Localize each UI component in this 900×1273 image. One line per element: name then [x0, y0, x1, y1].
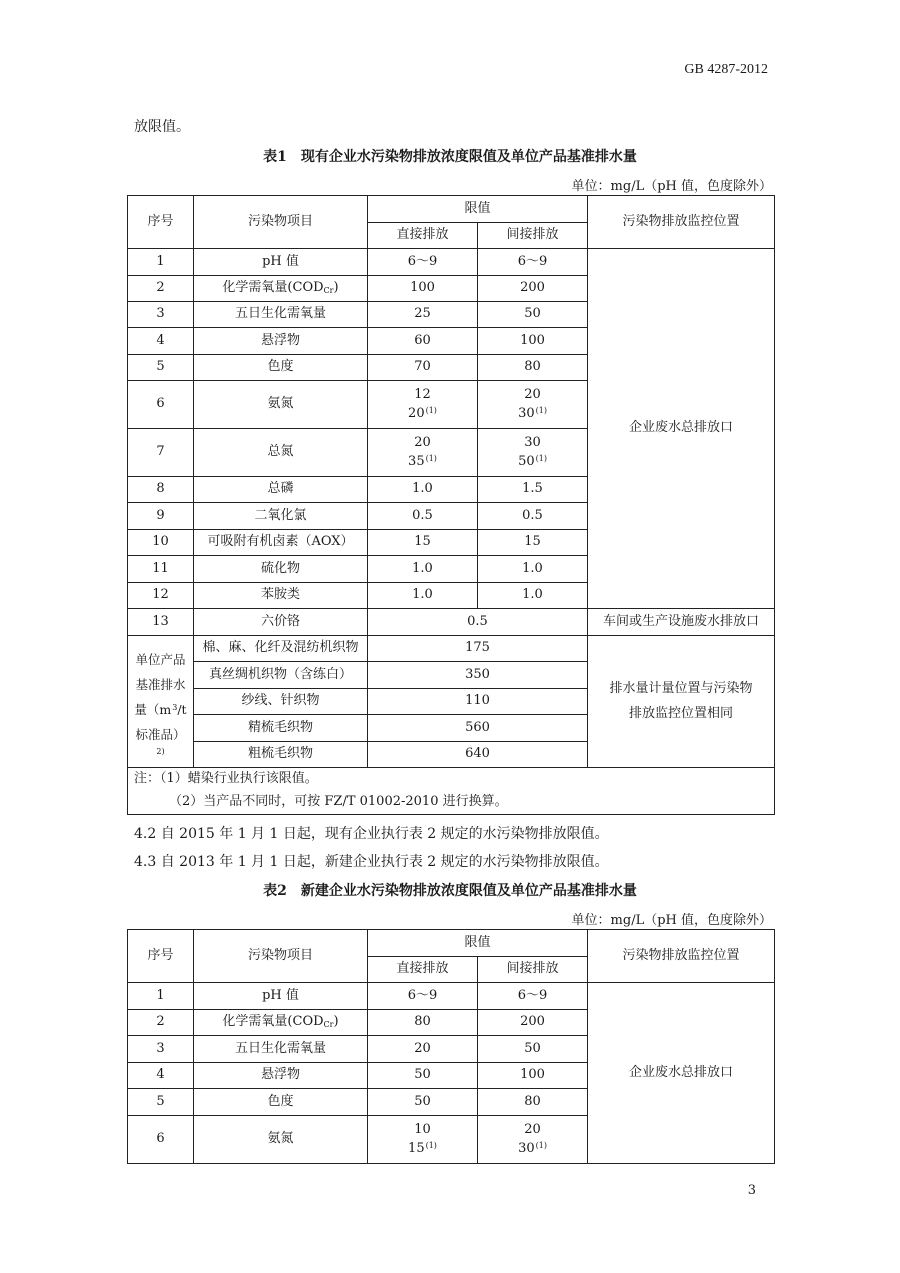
label-line: 单位产品 — [135, 651, 186, 667]
row-item — [194, 1010, 368, 1036]
row-indirect — [478, 1116, 588, 1164]
page-number: 3 — [747, 1183, 756, 1198]
item-main: 化学需氧量(COD — [222, 280, 324, 296]
row-no: 7 — [128, 429, 194, 477]
value-line: 50 — [518, 453, 535, 469]
col-header-item: 污染物项目 — [194, 196, 368, 249]
unit-value: 350 — [368, 662, 588, 689]
row-no: 3 — [128, 1036, 194, 1063]
col-header-indirect: 间接排放 — [478, 957, 588, 983]
row-item: 色度 — [194, 355, 368, 381]
value-line: 12 — [414, 387, 431, 403]
location-general: 企业废水总排放口 — [588, 249, 775, 609]
row-indirect — [478, 429, 588, 477]
row-no: 5 — [128, 355, 194, 381]
row-item: 总磷 — [194, 477, 368, 503]
row-item — [194, 276, 368, 302]
value-line: 20 — [524, 387, 541, 403]
row-indirect: 15 — [478, 530, 588, 556]
row-item: 硫化物 — [194, 556, 368, 583]
col-header-direct: 直接排放 — [368, 223, 478, 249]
footnote-mark: (1) — [535, 453, 547, 463]
unit-value: 110 — [368, 689, 588, 715]
row-direct: 80 — [368, 1010, 478, 1036]
footnote-mark: (1) — [425, 1140, 437, 1150]
unit-value: 175 — [368, 636, 588, 662]
unit-drainage-label — [128, 636, 194, 768]
unit-item: 纱线、针织物 — [194, 689, 368, 715]
row-item: 五日生化需氧量 — [194, 302, 368, 328]
row-item: pH 值 — [194, 249, 368, 276]
row-no: 1 — [128, 249, 194, 276]
paragraph-4-3: 4.3 自 2013 年 1 月 1 日起，新建企业执行表 2 规定的水污染物排放限值。 — [134, 854, 609, 870]
row-item: 色度 — [194, 1089, 368, 1116]
value-line: 15 — [408, 1140, 425, 1156]
table2 — [127, 929, 775, 1164]
row-indirect: 200 — [478, 276, 588, 302]
row-item: 氨氮 — [194, 381, 368, 429]
col-header-location: 污染物排放监控位置 — [588, 930, 775, 983]
footnote-mark: (1) — [535, 405, 547, 415]
location-workshop: 车间或生产设施废水排放口 — [588, 609, 775, 636]
row-direct: 20 — [368, 1036, 478, 1063]
row-value: 0.5 — [368, 609, 588, 636]
note-line: 注：（1）蜡染行业执行该限值。 — [134, 771, 318, 787]
label-line: 量（m — [134, 701, 172, 717]
row-direct: 0.5 — [368, 503, 478, 530]
row-no: 4 — [128, 1063, 194, 1089]
row-indirect: 0.5 — [478, 503, 588, 530]
unit-item: 棉、麻、化纤及混纺机织物 — [194, 636, 368, 662]
item-end: ) — [333, 280, 339, 296]
value-line: 20 — [414, 435, 431, 451]
row-indirect: 80 — [478, 355, 588, 381]
footnote-mark: (1) — [425, 405, 437, 415]
label-footnote: 2) — [156, 746, 165, 756]
col-header-limit: 限值 — [368, 930, 588, 957]
row-direct: 60 — [368, 328, 478, 355]
table-row — [128, 983, 775, 1010]
paragraph-4-2: 4.2 自 2015 年 1 月 1 日起，现有企业执行表 2 规定的水污染物排放限值。 — [134, 826, 609, 842]
row-direct: 50 — [368, 1089, 478, 1116]
location-general: 企业废水总排放口 — [588, 983, 775, 1164]
table1-unit-note: 单位：mg/L（pH 值，色度除外） — [571, 179, 772, 194]
col-header-indirect: 间接排放 — [478, 223, 588, 249]
row-direct: 100 — [368, 276, 478, 302]
col-header-item: 污染物项目 — [194, 930, 368, 983]
row-item: 氨氮 — [194, 1116, 368, 1164]
row-no: 8 — [128, 477, 194, 503]
row-no: 12 — [128, 583, 194, 609]
row-direct: 15 — [368, 530, 478, 556]
note-line: （2）当产品不同时，可按 FZ/T 01002-2010 进行换算。 — [169, 794, 508, 809]
location-unit: 排水量计量位置与污染物排放监控位置相同 — [588, 636, 775, 768]
row-direct: 50 — [368, 1063, 478, 1089]
row-indirect: 200 — [478, 1010, 588, 1036]
row-indirect — [478, 381, 588, 429]
item-sub: Cr — [323, 286, 334, 296]
row-indirect: 6～9 — [478, 983, 588, 1010]
row-no: 11 — [128, 556, 194, 583]
intro-line: 放限值。 — [134, 119, 190, 135]
col-header-direct: 直接排放 — [368, 957, 478, 983]
row-no: 5 — [128, 1089, 194, 1116]
row-direct: 6～9 — [368, 983, 478, 1010]
row-item: 五日生化需氧量 — [194, 1036, 368, 1063]
label-line: 基准排水 — [135, 676, 186, 692]
row-item: 可吸附有机卤素（AOX） — [194, 530, 368, 556]
table-row — [128, 636, 775, 662]
row-indirect: 1.5 — [478, 477, 588, 503]
table-row — [128, 609, 775, 636]
document-id: GB 4287-2012 — [684, 62, 768, 77]
label-line: /t — [177, 701, 187, 717]
row-no: 2 — [128, 276, 194, 302]
row-no: 2 — [128, 1010, 194, 1036]
row-no: 1 — [128, 983, 194, 1010]
item-main: 化学需氧量(COD — [222, 1014, 324, 1030]
row-item: 总氮 — [194, 429, 368, 477]
row-direct: 6～9 — [368, 249, 478, 276]
row-no: 3 — [128, 302, 194, 328]
unit-value: 640 — [368, 742, 588, 768]
row-direct — [368, 429, 478, 477]
row-indirect: 6～9 — [478, 249, 588, 276]
notes-row — [128, 768, 775, 815]
label-line: 标准品） — [135, 726, 186, 742]
row-direct: 1.0 — [368, 583, 478, 609]
unit-value: 560 — [368, 715, 588, 742]
row-indirect: 1.0 — [478, 556, 588, 583]
row-indirect: 80 — [478, 1089, 588, 1116]
row-item: 悬浮物 — [194, 328, 368, 355]
label-sup: 3 — [172, 702, 178, 712]
unit-item: 粗梳毛织物 — [194, 742, 368, 768]
col-header-limit: 限值 — [368, 196, 588, 223]
value-line: 20 — [408, 405, 425, 421]
row-direct: 25 — [368, 302, 478, 328]
row-item: 二氧化氯 — [194, 503, 368, 530]
row-direct: 1.0 — [368, 556, 478, 583]
value-line: 20 — [524, 1122, 541, 1138]
row-no: 6 — [128, 381, 194, 429]
row-no: 10 — [128, 530, 194, 556]
value-line: 35 — [408, 453, 425, 469]
col-header-no: 序号 — [128, 930, 194, 983]
unit-item: 精梳毛织物 — [194, 715, 368, 742]
row-indirect: 1.0 — [478, 583, 588, 609]
value-line: 30 — [518, 405, 535, 421]
row-direct — [368, 381, 478, 429]
col-header-location: 污染物排放监控位置 — [588, 196, 775, 249]
row-no: 4 — [128, 328, 194, 355]
row-no: 13 — [128, 609, 194, 636]
table2-caption: 表2 新建企业水污染物排放浓度限值及单位产品基准排水量 — [263, 883, 637, 899]
table-row — [128, 249, 775, 276]
row-direct — [368, 1116, 478, 1164]
row-indirect: 100 — [478, 328, 588, 355]
item-sub: Cr — [323, 1020, 334, 1030]
footnote-mark: (1) — [535, 1140, 547, 1150]
unit-item: 真丝绸机织物（含练白） — [194, 662, 368, 689]
row-direct: 70 — [368, 355, 478, 381]
col-header-no: 序号 — [128, 196, 194, 249]
table1 — [127, 195, 775, 815]
row-item: 悬浮物 — [194, 1063, 368, 1089]
row-indirect: 50 — [478, 302, 588, 328]
table1-caption: 表1 现有企业水污染物排放浓度限值及单位产品基准排水量 — [263, 149, 637, 165]
row-item: 苯胺类 — [194, 583, 368, 609]
row-no: 9 — [128, 503, 194, 530]
table2-unit-note: 单位：mg/L（pH 值，色度除外） — [571, 913, 772, 928]
row-indirect: 100 — [478, 1063, 588, 1089]
row-no: 6 — [128, 1116, 194, 1164]
item-end: ) — [333, 1014, 339, 1030]
value-line: 30 — [518, 1140, 535, 1156]
row-item: pH 值 — [194, 983, 368, 1010]
row-indirect: 50 — [478, 1036, 588, 1063]
footnote-mark: (1) — [425, 453, 437, 463]
table1-notes — [128, 768, 775, 815]
row-direct: 1.0 — [368, 477, 478, 503]
row-item: 六价铬 — [194, 609, 368, 636]
value-line: 10 — [414, 1122, 431, 1138]
value-line: 30 — [524, 435, 541, 451]
